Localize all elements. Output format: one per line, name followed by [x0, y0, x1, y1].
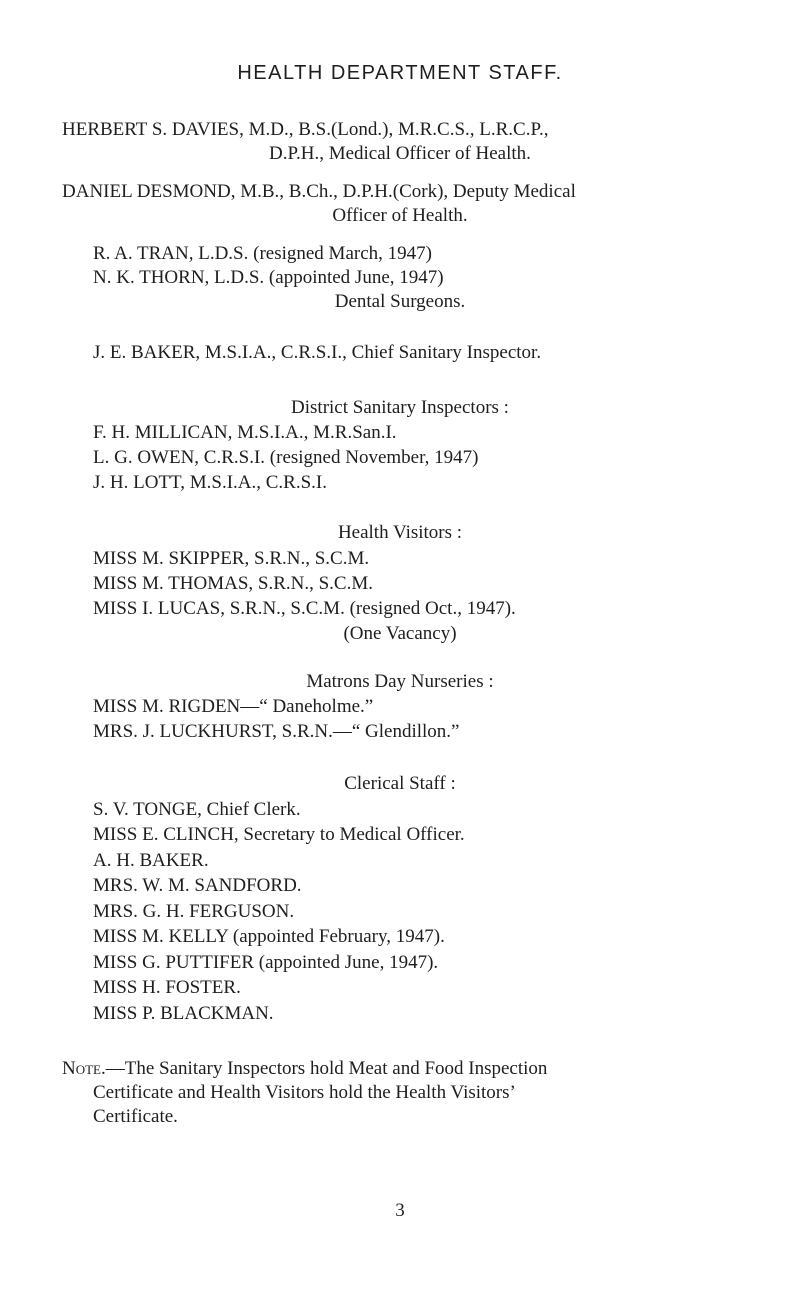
deputy-medical-officer-line1: DANIEL DESMOND, M.B., B.Ch., D.P.H.(Cork), Deputy Medical [62, 181, 576, 202]
note-text: —The Sanitary Inspectors hold Meat and Food Inspection [105, 1058, 548, 1079]
clerical-staff-9: MISS P. BLACKMAN. [93, 1003, 274, 1024]
note-label: Note. [62, 1058, 106, 1079]
health-visitor-3: MISS I. LUCAS, S.R.N., S.C.M. (resigned Oct., 1947). [93, 598, 516, 619]
clerical-staff-3: A. H. BAKER. [93, 850, 209, 871]
health-visitors-heading: Health Visitors : [337, 522, 463, 543]
matrons-heading: Matrons Day Nurseries : [306, 671, 494, 692]
medical-officer-line2: D.P.H., Medical Officer of Health. [269, 143, 531, 164]
health-visitors-vacancy: (One Vacancy) [343, 623, 457, 644]
district-inspector-3: J. H. LOTT, M.S.I.A., C.R.S.I. [93, 472, 327, 493]
clerical-staff-8: MISS H. FOSTER. [93, 977, 241, 998]
note-line1 [62, 1057, 547, 1081]
medical-officer-line1: HERBERT S. DAVIES, M.D., B.S.(Lond.), M.R.C.S., L.R.C.P., [62, 119, 549, 140]
page-title: HEALTH DEPARTMENT STAFF. [237, 62, 563, 84]
deputy-medical-officer-line2: Officer of Health. [332, 205, 468, 226]
note-line2: Certificate and Health Visitors hold the Health Visitors’ [93, 1082, 516, 1103]
clerical-staff-7: MISS G. PUTTIFER (appointed June, 1947). [93, 952, 439, 973]
dental-caption: Dental Surgeons. [334, 291, 466, 312]
matron-1: MISS M. RIGDEN—“ Daneholme.” [93, 696, 374, 717]
clerical-staff-6: MISS M. KELLY (appointed February, 1947). [93, 926, 445, 947]
clerical-staff-2: MISS E. CLINCH, Secretary to Medical Officer. [93, 824, 465, 845]
clerical-staff-1: S. V. TONGE, Chief Clerk. [93, 799, 301, 820]
dental-surgeon-2: N. K. THORN, L.D.S. (appointed June, 1947) [93, 267, 444, 288]
district-inspectors-heading: District Sanitary Inspectors : [291, 397, 509, 418]
page-number: 3 [395, 1200, 405, 1221]
note-line3: Certificate. [93, 1106, 178, 1127]
district-inspector-1: F. H. MILLICAN, M.S.I.A., M.R.San.I. [93, 422, 397, 443]
health-visitor-2: MISS M. THOMAS, S.R.N., S.C.M. [93, 573, 373, 594]
clerical-heading: Clerical Staff : [344, 773, 456, 794]
dental-surgeon-1: R. A. TRAN, L.D.S. (resigned March, 1947) [93, 243, 432, 264]
health-visitor-1: MISS M. SKIPPER, S.R.N., S.C.M. [93, 548, 370, 569]
clerical-staff-4: MRS. W. M. SANDFORD. [93, 875, 302, 896]
clerical-staff-5: MRS. G. H. FERGUSON. [93, 901, 295, 922]
district-inspector-2: L. G. OWEN, C.R.S.I. (resigned November, 1947) [93, 447, 479, 468]
chief-sanitary-inspector: J. E. BAKER, M.S.I.A., C.R.S.I., Chief Sanitary Inspector. [93, 342, 542, 363]
matron-2: MRS. J. LUCKHURST, S.R.N.—“ Glendillon.” [93, 721, 460, 742]
